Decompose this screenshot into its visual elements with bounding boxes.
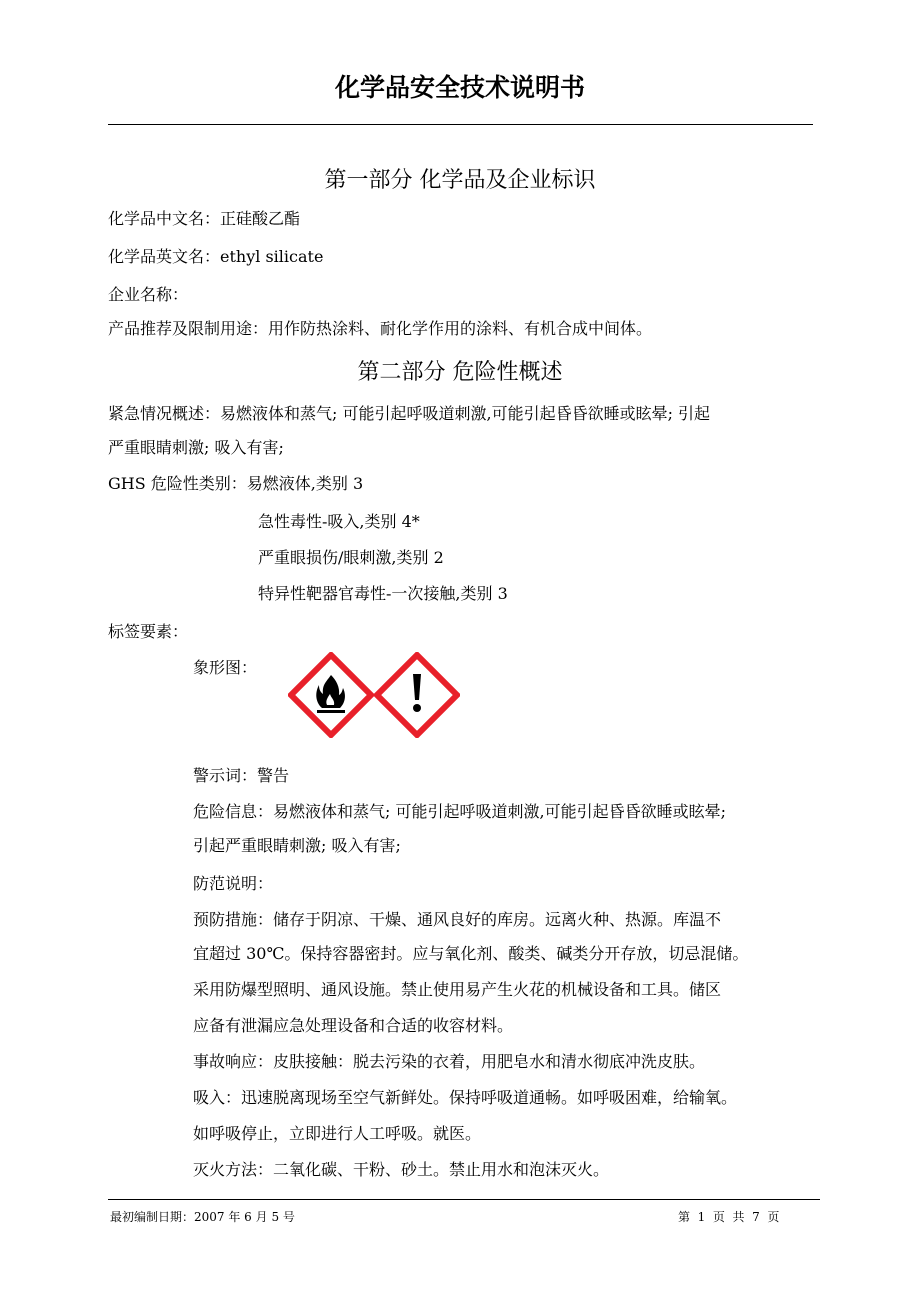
footer-date-value: 2007 年 6 月 5 号 <box>194 1210 295 1224</box>
ghs-pictograms <box>288 652 460 738</box>
cn-name-row <box>108 206 300 229</box>
label-elements-label: 标签要素： <box>108 622 189 641</box>
section1-heading: 第一部分 化学品及企业标识 <box>324 168 596 193</box>
prevention-line3: 采用防爆型照明、通风设施。禁止使用易产生火花的机械设备和工具。储区 <box>193 980 722 999</box>
footer-divider <box>108 1199 820 1200</box>
emergency-line1: 易燃液体和蒸气; 可能引起呼吸道刺激,可能引起昏昏欲睡或眩晕; 引起 <box>220 404 711 423</box>
fire-line: 二氧化碳、干粉、砂土。禁止用水和泡沫灭火。 <box>273 1160 610 1179</box>
cn-name-label: 化学品中文名： <box>108 209 221 228</box>
title-divider <box>108 124 813 125</box>
signal-word-value: 警告 <box>257 766 290 785</box>
ghs-class-4: 特异性靶器官毒性-一次接触,类别 3 <box>258 584 508 603</box>
ghs-label: GHS 危险性类别： <box>108 474 247 493</box>
fire-label: 灭火方法： <box>193 1160 274 1179</box>
prevention-row <box>193 907 721 930</box>
ghs-class-1: 易燃液体,类别 3 <box>246 474 364 493</box>
pictogram-label: 象形图： <box>193 658 258 677</box>
emergency-label: 紧急情况概述： <box>108 404 221 423</box>
fire-row <box>193 1157 609 1180</box>
emergency-row <box>108 401 710 424</box>
cn-name-value: 正硅酸乙酯 <box>220 209 301 228</box>
signal-word-row <box>193 763 289 786</box>
en-name-value: ethyl silicate <box>220 247 324 266</box>
section2-heading: 第二部分 危险性概述 <box>357 360 563 385</box>
usage-label: 产品推荐及限制用途： <box>108 319 269 338</box>
response-line: 皮肤接触：脱去污染的衣着，用肥皂水和清水彻底冲洗皮肤。 <box>273 1052 706 1071</box>
hazard-line1: 易燃液体和蒸气; 可能引起呼吸道刺激,可能引起昏昏欲睡或眩晕; <box>273 802 726 821</box>
inhalation-line2: 如呼吸停止，立即进行人工呼吸。就医。 <box>193 1124 482 1143</box>
prevention-label: 预防措施： <box>193 910 274 929</box>
company-row <box>108 282 188 305</box>
page-title: 化学品安全技术说明书 <box>334 73 585 102</box>
hazard-line2: 引起严重眼睛刺激; 吸入有害; <box>193 836 401 855</box>
precaution-label: 防范说明： <box>193 874 274 893</box>
hazard-row <box>193 799 726 822</box>
footer-date-label: 最初编制日期： <box>110 1210 195 1224</box>
hazard-label: 危险信息： <box>193 802 274 821</box>
response-row <box>193 1049 705 1072</box>
inhalation-line1: 迅速脱离现场至空气新鲜处。保持呼吸道通畅。如呼吸困难，给输氧。 <box>241 1088 738 1107</box>
usage-value: 用作防热涂料、耐化学作用的涂料、有机合成中间体。 <box>268 319 653 338</box>
en-name-label: 化学品英文名： <box>108 247 221 266</box>
footer-page-info: 第 1 页 共 7 页 <box>678 1210 780 1224</box>
company-label: 企业名称： <box>108 285 189 304</box>
flame-pictogram <box>291 655 371 735</box>
prevention-line1: 储存于阴凉、干燥、通风良好的库房。远离火种、热源。库温不 <box>273 910 722 929</box>
usage-row <box>108 316 652 339</box>
signal-word-label: 警示词： <box>193 766 258 785</box>
inhalation-row <box>193 1085 737 1108</box>
response-label: 事故响应： <box>193 1052 274 1071</box>
ghs-class-3: 严重眼损伤/眼刺激,类别 2 <box>258 548 444 567</box>
exclamation-pictogram <box>377 655 457 735</box>
flame-base-bar <box>317 710 345 713</box>
prevention-line2: 宜超过 30℃。保持容器密封。应与氧化剂、酸类、碱类分开存放，切忌混储。 <box>193 944 749 963</box>
prevention-line4: 应备有泄漏应急处理设备和合适的收容材料。 <box>193 1016 514 1035</box>
ghs-class-2: 急性毒性-吸入,类别 4* <box>258 512 420 531</box>
emergency-line2: 严重眼睛刺激; 吸入有害; <box>108 438 284 457</box>
inhalation-label: 吸入： <box>193 1088 242 1107</box>
footer-date <box>110 1208 295 1225</box>
en-name-row <box>108 244 323 267</box>
ghs-row <box>108 471 363 494</box>
